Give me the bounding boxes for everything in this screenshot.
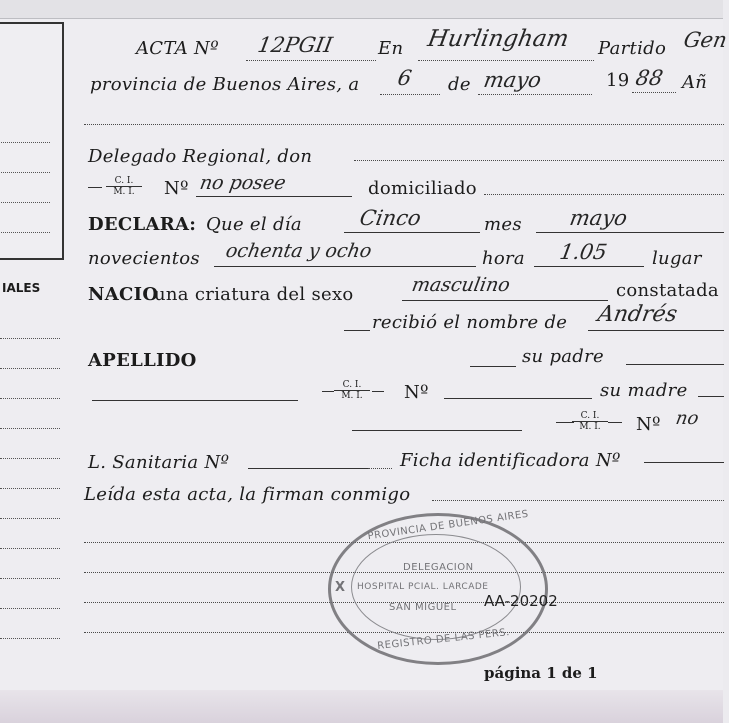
leida-line — [432, 500, 724, 501]
recibio-label: recibió el nombre de — [372, 312, 568, 333]
lugar-label: lugar — [652, 248, 702, 269]
ci-label: C. I. — [106, 176, 142, 187]
madre-no-value: no — [674, 408, 701, 429]
sexo-value: masculino — [410, 274, 512, 296]
constatada-label: constatada — [616, 280, 719, 301]
no-label-3: Nº — [636, 414, 661, 435]
domiciliado-label: domiciliado — [368, 178, 477, 199]
ficha-line — [644, 462, 724, 463]
nacio-rest: una criatura del sexo — [154, 284, 354, 305]
lsanitaria-dots — [368, 468, 392, 469]
de-label: de — [448, 74, 471, 95]
hora-label: hora — [482, 248, 525, 269]
margin-box — [0, 22, 64, 260]
delegado-label: Delegado Regional, don — [88, 146, 313, 167]
place-line — [418, 60, 594, 61]
novecientos-label: novecientos — [88, 248, 200, 269]
frac-dash — [372, 391, 384, 392]
month-line — [478, 94, 592, 95]
year-value: 88 — [633, 66, 665, 90]
delegado-line — [354, 160, 724, 161]
ci-label: C. I. — [334, 380, 370, 391]
su-madre-label: su madre — [600, 380, 688, 401]
leida-label: Leída esta acta, la firman conmigo — [84, 484, 411, 505]
su-padre-label: su padre — [522, 346, 604, 367]
lsanitaria-line — [248, 468, 368, 469]
margin-line — [0, 368, 60, 369]
nombre-line — [588, 330, 724, 331]
month-value: mayo — [481, 68, 544, 92]
sexo-line — [402, 300, 608, 301]
madre-blank-line — [352, 430, 522, 431]
ci-mi-fraction — [334, 380, 370, 401]
day-value: 6 — [395, 66, 414, 90]
top-band — [0, 0, 723, 19]
hora-value: 1.05 — [557, 240, 609, 264]
apellido-line — [470, 366, 516, 367]
margin-line — [0, 398, 60, 399]
padre-line — [626, 364, 724, 365]
margin-line — [0, 518, 60, 519]
acta-number-line — [246, 60, 376, 61]
ochenta-value: ochenta y ocho — [224, 240, 374, 262]
en-label: En — [378, 38, 404, 59]
margin-line — [0, 578, 60, 579]
padre-no-line — [444, 398, 592, 399]
margin-line — [0, 608, 60, 609]
partido-value: Gen — [681, 28, 729, 52]
margin-line — [0, 202, 50, 203]
document-code: AA-20202 — [484, 592, 558, 610]
place-value: Hurlingham — [425, 26, 571, 52]
declara-label: DECLARA: — [88, 214, 197, 235]
nacio-label: NACIO — [88, 284, 159, 305]
stamp-x-mark: X — [335, 580, 346, 595]
margin-line — [0, 338, 60, 339]
apellido-label: APELLIDO — [88, 350, 197, 371]
acta-number: 12PGII — [255, 33, 335, 57]
padre-ci-line — [92, 400, 298, 401]
ci-mi-fraction — [106, 176, 142, 197]
mi-label: M. I. — [113, 187, 135, 197]
mes-line — [536, 232, 724, 233]
recibio-dash — [344, 330, 370, 331]
lsanitaria-label: L. Sanitaria Nº — [88, 452, 230, 473]
frac-dash — [608, 422, 622, 423]
madre-line — [698, 396, 724, 397]
stamp-line-2: HOSPITAL PCIAL. LARCADE — [357, 582, 489, 592]
margin-line — [0, 142, 50, 143]
anio-label: Añ — [682, 72, 708, 93]
ficha-label: Ficha identificadora Nº — [400, 450, 621, 471]
no-label: Nº — [164, 178, 189, 199]
margin-line — [0, 638, 60, 639]
stamp-line-1: DELEGACION — [403, 562, 474, 573]
no-label-2: Nº — [404, 382, 429, 403]
nombre-value: Andrés — [595, 302, 680, 327]
margin-line — [0, 172, 50, 173]
ci-label: C. I. — [572, 411, 608, 422]
stamp-top-text: PROVINCIA DE BUENOS AIRES — [367, 508, 530, 543]
margin-line — [0, 428, 60, 429]
stamp-line-3: SAN MIGUEL — [389, 602, 457, 613]
que-el-dia-label: Que el día — [206, 214, 302, 235]
margin-line — [0, 232, 50, 233]
frac-dash — [88, 187, 102, 188]
margin-line — [0, 548, 60, 549]
mi-label: M. I. — [341, 391, 363, 401]
margin-line — [0, 458, 60, 459]
margin-line — [0, 488, 60, 489]
no-posee-value: no posee — [198, 172, 288, 194]
stamp-bottom-text: REGISTRO DE LAS PERS. — [376, 627, 511, 652]
partido-label: Partido — [598, 38, 667, 59]
provincia-text: provincia de Buenos Aires, a — [90, 74, 360, 95]
no-line — [196, 196, 352, 197]
ochenta-line — [214, 266, 476, 267]
dia-line — [344, 232, 480, 233]
domiciliado-line — [484, 194, 724, 195]
ci-mi-fraction — [572, 411, 608, 432]
mes-value: mayo — [567, 206, 630, 230]
mes-label: mes — [484, 214, 522, 235]
acta-label: ACTA Nº — [136, 38, 219, 59]
page-number: página 1 de 1 — [484, 664, 598, 682]
day-line — [380, 94, 440, 95]
blank-line — [84, 124, 724, 125]
hora-line — [534, 266, 644, 267]
bottom-edge — [0, 690, 723, 723]
year-line — [632, 92, 676, 93]
mi-label: M. I. — [579, 422, 601, 432]
frac-dash — [322, 391, 334, 392]
official-stamp — [328, 508, 548, 665]
margin-side-label: IALES — [2, 281, 41, 295]
year-prefix: 19 — [606, 70, 630, 91]
dia-value: Cinco — [357, 206, 423, 230]
